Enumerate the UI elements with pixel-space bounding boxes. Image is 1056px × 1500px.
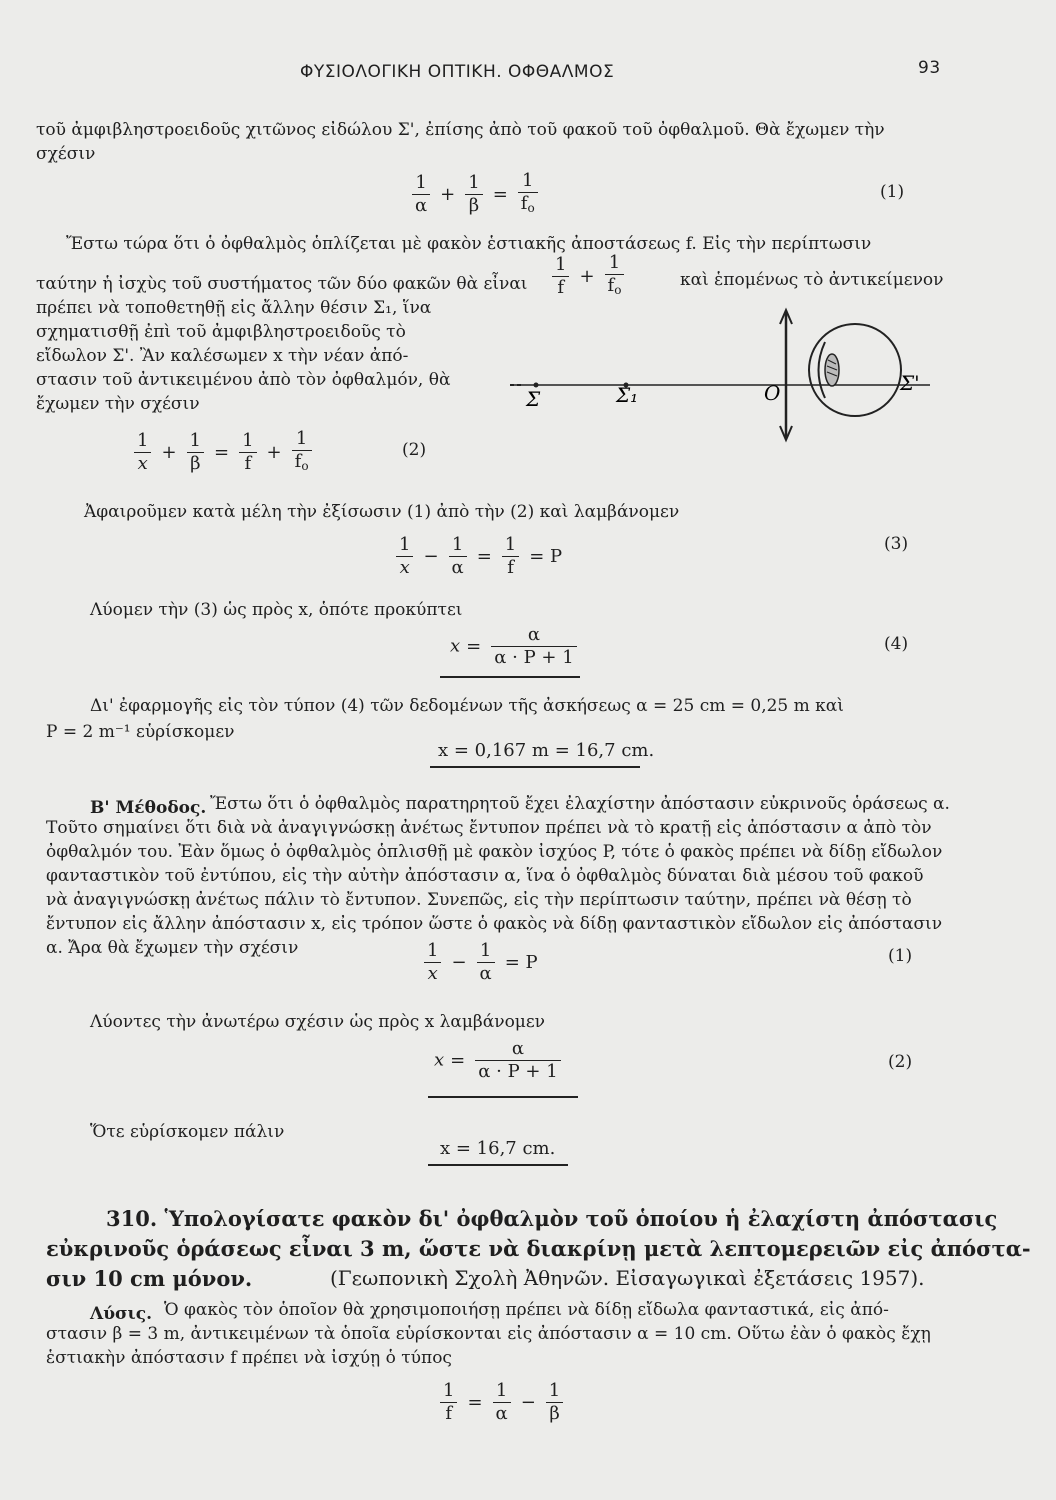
text-line: πρέπει νὰ τοποθετηθῇ εἰς ἄλλην θέσιν Σ₁, ἵνα xyxy=(36,298,432,318)
label-o: O xyxy=(764,381,781,405)
text-line: Ἀφαιροῦμεν κατὰ μέλη τὴν ἐξίσωσιν (1) ἀπὸ τὴν (2) καὶ λαμβάνομεν xyxy=(84,502,680,522)
equation-lens-formula: $\frac{1}{f}$ = $\frac{1}{\alpha}$ − $\frac{1}{\beta}$ xyxy=(436,1380,567,1425)
problem-line: εὐκρινοῦς ὁράσεως εἶναι 3 m, ὥστε νὰ διακρίνῃ μετὰ λεπτομερειῶν εἰς ἀπόστα- xyxy=(46,1236,1031,1261)
equation-2: $\frac{1}{x}$ + $\frac{1}{\beta}$ = $\frac{1}{f}$ + $\frac{1}{f_o}$ xyxy=(130,428,316,477)
text-line: σχέσιν xyxy=(36,144,96,164)
label-sigma-prime: Σ' xyxy=(900,371,920,395)
text-line: καὶ ἑπομένως τὸ ἀντικείμενον xyxy=(680,270,944,290)
underline xyxy=(428,1164,568,1166)
text-line: σχηματισθῇ ἐπὶ τοῦ ἀμφιβληστροειδοῦς τὸ xyxy=(36,322,406,342)
text-line: Ὅτε εὑρίσκομεν πάλιν xyxy=(90,1122,285,1142)
text-line: φανταστικὸν τοῦ ἐντύπου, εἰς τὴν αὐτὴν ἀπόστασιν α, ἵνα ὁ ὀφθαλμὸς δύναται διὰ μέσου τοῦ φακοῦ xyxy=(46,866,924,886)
equation-label: (2) xyxy=(888,1052,913,1072)
text-line: τοῦ ἀμφιβληστροειδοῦς χιτῶνος εἰδώλου Σ', ἐπίσης ἀπὸ τοῦ φακοῦ τοῦ ὀφθαλμοῦ. Θὰ ἔχωμεν τὴν xyxy=(36,120,885,140)
label-sigma1: Σ₁ xyxy=(616,383,639,407)
text-line: ταύτην ἡ ἰσχὺς τοῦ συστήματος τῶν δύο φακῶν θὰ εἶναι xyxy=(36,274,528,294)
text-line: P = 2 m⁻¹ εὑρίσκομεν xyxy=(46,722,235,742)
equation-b1: $\frac{1}{x}$ − $\frac{1}{\alpha}$ = P xyxy=(420,940,544,985)
text-line: στασιν τοῦ ἀντικειμένου ἀπὸ τὸν ὀφθαλμόν, θὰ xyxy=(36,370,451,390)
solution-title: Λύσις. xyxy=(90,1304,153,1324)
text-line: Ἔστω τώρα ὅτι ὁ ὀφθαλμὸς ὁπλίζεται μὲ φακὸν ἑστιακῆς ἀποστάσεως f. Εἰς τὴν περίπτωσιν xyxy=(66,234,872,254)
text-line: ἑστιακὴν ἀπόστασιν f πρέπει νὰ ἰσχύῃ ὁ τύπος xyxy=(46,1348,452,1368)
equation-3: $\frac{1}{x}$ − $\frac{1}{\alpha}$ = $\frac{1}{f}$ = P xyxy=(392,534,568,579)
underline xyxy=(440,676,580,678)
page-number: 93 xyxy=(918,58,941,78)
equation-label: (1) xyxy=(888,946,913,966)
text-line: Τοῦτο σημαίνει ὅτι διὰ νὰ ἀναγιγνώσκῃ ἀνέτως ἔντυπον πρέπει νὰ τὸ κρατῇ εἰς ἀπόστασιν α ἀπὸ τὸν xyxy=(46,818,932,838)
equation-label: (4) xyxy=(884,634,909,654)
text-line: α. Ἄρα θὰ ἔχωμεν τὴν σχέσιν xyxy=(46,938,299,958)
equation-label: (2) xyxy=(402,440,427,460)
result-2: x = 16,7 cm. xyxy=(440,1138,556,1159)
running-header: ΦΥΣΙΟΛΟΓΙΚΗ ΟΠΤΙΚΗ. ΟΦΘΑΛΜΟΣ xyxy=(300,62,615,82)
equation-4: x = $\frac{\alpha}{\alpha \cdot P + 1}$ xyxy=(450,624,581,669)
text-line: ἔχωμεν τὴν σχέσιν xyxy=(36,394,200,414)
equation-label: (1) xyxy=(880,182,905,202)
text-line: στασιν β = 3 m, ἀντικειμένων τὰ ὁποῖα εὑρίσκονται εἰς ἀπόστασιν α = 10 cm. Οὕτω ἐὰν ὁ φακὸς ἔχῃ xyxy=(46,1324,931,1344)
label-sigma: Σ xyxy=(526,387,541,411)
cornea xyxy=(819,342,826,398)
text-line: Ἔστω ὅτι ὁ ὀφθαλμὸς παρατηρητοῦ ἔχει ἐλαχίστην ἀπόστασιν εὐκρινοῦς ὁράσεως α. xyxy=(210,794,950,814)
equation-power: $\frac{1}{f}$ + $\frac{1}{f_o}$ xyxy=(548,252,628,301)
eyeball xyxy=(809,324,901,416)
equation-1: $\frac{1}{\alpha}$ + $\frac{1}{\beta}$ = $\frac{1}{f_o}$ xyxy=(408,170,542,219)
equation-label: (3) xyxy=(884,534,909,554)
underline xyxy=(428,1096,578,1098)
text-line: νὰ ἀναγιγνώσκῃ ἀνέτως πάλιν τὸ ἔντυπον. Συνεπῶς, εἰς τὴν περίπτωσιν ταύτην, πρέπει νὰ θέσῃ τὸ xyxy=(46,890,912,910)
problem-line: 310. Ὑπολογίσατε φακὸν δι' ὀφθαλμὸν τοῦ ὁποίου ἡ ἐλαχίστη ἀπόστασις xyxy=(106,1206,998,1231)
result-1: x = 0,167 m = 16,7 cm. xyxy=(438,740,655,761)
text-line: ἔντυπον εἰς ἄλλην ἀπόστασιν x, εἰς τρόπον ὥστε ὁ φακὸς νὰ δίδῃ φανταστικὸν εἴδωλον εἰς ἀπόστασιν xyxy=(46,914,943,934)
text-line: Ὁ φακὸς τὸν ὁποῖον θὰ χρησιμοποιήσῃ πρέπει νὰ δίδῃ εἴδωλα φανταστικά, εἰς ἀπό- xyxy=(164,1300,889,1320)
text-line: Λύομεν τὴν (3) ὡς πρὸς x, ὁπότε προκύπτει xyxy=(90,600,463,620)
equation-b2: x = $\frac{\alpha}{\alpha \cdot P + 1}$ xyxy=(434,1038,565,1083)
method-b-title: Β' Μέθοδος. xyxy=(90,798,207,818)
text-line: Λύοντες τὴν ἀνωτέρω σχέσιν ὡς πρὸς x λαμβάνομεν xyxy=(90,1012,545,1032)
problem-line: σιν 10 cm μόνον. xyxy=(46,1266,253,1291)
text-line: Δι' ἐφαρμογῆς εἰς τὸν τύπον (4) τῶν δεδομένων τῆς ἀσκήσεως α = 25 cm = 0,25 m καὶ xyxy=(90,696,844,716)
problem-source: (Γεωπονικὴ Σχολὴ Ἀθηνῶν. Εἰσαγωγικαὶ ἐξετάσεις 1957). xyxy=(330,1266,925,1290)
underline xyxy=(430,766,640,768)
eye-lens-diagram xyxy=(490,300,940,450)
text-line: ὀφθαλμόν του. Ἐὰν ὅμως ὁ ὀφθαλμὸς ὁπλισθῇ μὲ φακὸν ἰσχύος P, τότε ὁ φακὸς πρέπει νὰ δίδῃ εἴδωλον xyxy=(46,842,943,862)
text-line: εἴδωλον Σ'. Ἂν καλέσωμεν x τὴν νέαν ἀπό- xyxy=(36,346,409,366)
